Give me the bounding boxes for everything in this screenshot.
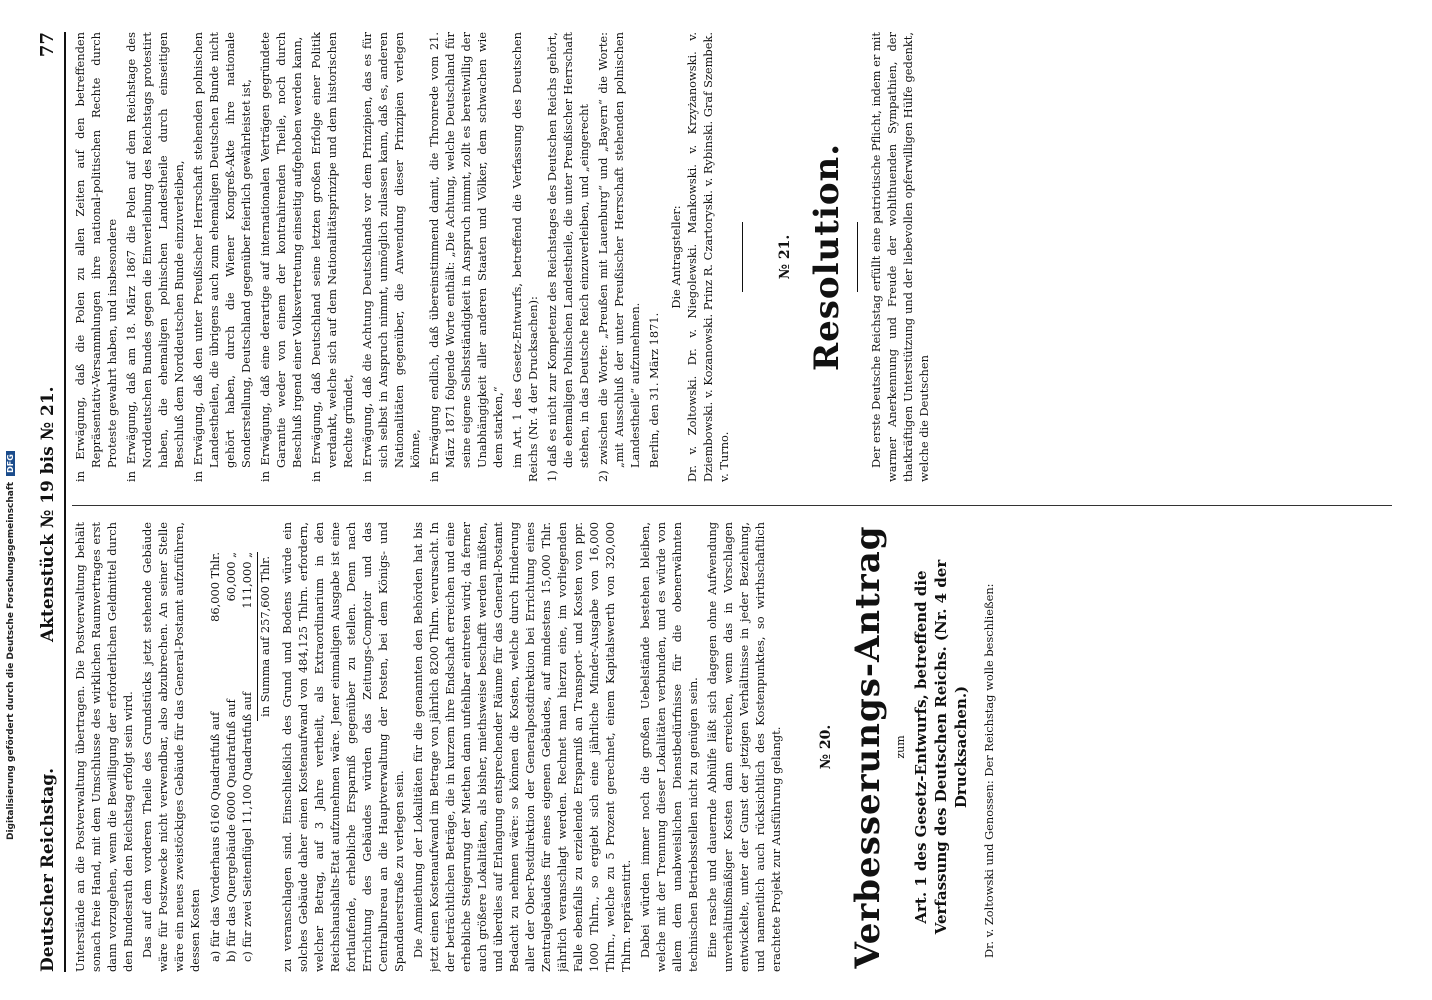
amendment-subtitle: Art. 1 des Gesetz-Entwurfs, betreffend die Verfassung des Deutschen Reichs. (Nr. 4 der Drucksachen.)	[912, 559, 970, 935]
amendment-motion: Dr. v. Zoltowski und Genossen: Der Reichstag wolle beschließen:	[982, 583, 996, 958]
paragraph: im Art. 1 des Gesetz-Entwurfs, betreffend die Verfassung des Deutschen Reichs (Nr. 4 der Drucksachen):	[510, 32, 540, 482]
cost-row	[207, 522, 223, 962]
consideration: in Erwägung, daß am 18. März 1867 die Polen auf dem Reichstage des Norddeutschen Bundes gegen die Einverleibung des Reichstags protestirt haben, die ehemaligen polnischen Landestheile durch einseitigen Beschluß dem Norddeutschen Bunde einzuverleiben,	[124, 32, 186, 482]
separator-rule	[742, 222, 743, 292]
resolution-item: 2) zwischen die Worte: „Preußen mit Lauenburg“ und „Bayern“ die Worte: „mit Ausschluß der unter Preußischer Herrschaft stehenden polnischen Landestheile“ aufzunehmen.	[596, 32, 642, 482]
digitization-credit	[6, 451, 16, 840]
right-column	[72, 32, 1402, 482]
paragraph: Die Anmiethung der Lokalitäten für die genannten den Behörden hat bis jetzt einen Kostenaufwand im Betrage von jährlich 8200 Thlrn. verursacht. In der beträchtlichen Beträge, die in kurzem ihre Endschaft erreichen und eine erhebliche Steigerung der Miethen dann unfehlbar eintreten wird; da ferner auch größere Lokalitäten, als bisher, miethsweise beschafft werden müßten, und überdies auf Erlangung entsprechender Räume für das General-Postamt Bedacht zu nehmen wäre: so können die Kosten, welche durch Hinderung aller der Ober-Postdirektion der Generalpostdirektion bei Errichtung eines Zentralgebäudes für eines eigenen Gebäudes, auf mindestens 15,000 Thlr. jährlich veranschlagt werden. Rechnet man hierzu eine, im vorliegenden Falle ebenfalls zu erzielende Ersparniß an Transport- und Kosten von ppr. 1000 Thlrn., so ergiebt sich eine jährliche Minder-Ausgabe von 16,000 Thlrn., welche zu 5 Prozent gerechnet, einem Kapitalswerth von 320,000 Thlrn. repräsentirt.	[411, 522, 633, 972]
resolution-number: № 21.	[777, 234, 793, 280]
paragraph: Unterstände an die Postverwaltung übertragen. Die Postverwaltung behält sonach freie Hand, mit dem Umschlusse des wirklichen Raumvertrages erst dann vorzugehen, wenn die Bewilligung der erforderlichen Geldmittel durch den Bundesrath den Reichstag erfolgt sein wird.	[73, 522, 135, 972]
cost-value: 111,000 „	[240, 552, 254, 609]
consideration: in Erwägung, daß den unter Preußischer Herrschaft stehenden polnischen Landestheilen, die übrigens auch zum ehemaligen Deutschen Bunde nicht gehört haben, durch die Wiener Kongreß-Akte ihre nationale Sonderstellung, Deutschland gegenüber feierlich gewährleistet ist,	[191, 32, 253, 482]
left-column	[72, 522, 1402, 972]
credit-text: Digitalisierung gefördert durch die Deutsche Forschungsgemeinschaft	[6, 481, 16, 840]
cost-row	[239, 522, 255, 962]
amendment-title: Verbesserungs-Antrag	[848, 525, 888, 969]
signers-heading: Die Antragsteller:	[669, 205, 683, 309]
paragraph: zu veranschlagen sind. Einschließlich des Grund und Bodens würde ein solches Gebäude daher einen Kostenaufwand von 484,125 Thlrn. erfordern, welcher Betrag, auf 3 Jahre vertheilt, als Extraordinarium in den Reichshaushalts-Etat aufzunehmen wäre. Jener einmaligen Ausgabe ist eine fortlaufende, erhebliche Ersparniß gegenüber zu stellen. Denn nach Errichtung des Gebäudes würden das Zeitungs-Comptoir und das Centralbureau an die Hauptverwaltung der Posten, bei dem Königs- und Spandauerstraße zu verlegen sein.	[280, 522, 406, 972]
cost-row	[223, 522, 239, 962]
paragraph: Dabei würden immer noch die großen Uebelstände bestehen bleiben, welche mit der Trennung dieser Lokalitäten verbunden, und es würde von allem dem unabweislichen Dienstbedürfnisse für die obenerwähnten technischen Betriebsstellen nicht zu genügen sein.	[638, 522, 700, 972]
consideration: in Erwägung, daß eine derartige auf internationalen Verträgen gegründete Garantie weder von einem der kontrahirenden Theile, noch durch Beschluß irgend einer Volksvertretung einseitig aufgehoben werden kann,	[258, 32, 304, 482]
page-number: 77	[37, 32, 58, 58]
cost-label: c) für zwei Seitenflügel 11,100 Quadratfuß auf	[240, 691, 254, 962]
resolution-title: Resolution.	[807, 142, 847, 372]
cost-label: a) für das Vorderhaus 6160 Quadratfuß auf	[208, 711, 222, 962]
resolution-text: Der erste Deutsche Reichstag erfüllt eine patriotische Pflicht, indem er mit warmer Anerkennung und Freude der wohlthuenden Sympathien, der thatkräftigen Unterstützung und der liebevollen opferwilligen Hülfe gedenkt, welche die Deutschen	[869, 32, 931, 482]
cost-value: 60,000 „	[224, 552, 238, 602]
consideration: in Erwägung endlich, daß übereinstimmend damit, die Thronrede vom 21. März 1871 folgende Worte enthält: „Die Achtung, welche Deutschland für seine eigene Selbstständigkeit in Anspruch nimmt, zollt es bereitwillig der Unabhängigkeit aller anderen Staaten und Völker, dem schwachen wie dem starken,“	[427, 32, 505, 482]
consideration: in Erwägung, daß Deutschland seine letzten großen Erfolge einer Politik verdankt, welche sich auf dem Nationalitätsprinzipe und dem historischen Rechte gründet,	[309, 32, 355, 482]
header-document-range: Aktenstück № 19 bis № 21.	[38, 386, 58, 642]
dfg-logo: DFG	[6, 451, 15, 476]
consideration: in Erwägung, daß die Polen zu allen Zeiten auf den betreffenden Repräsentativ-Versammlungen ihre national-politischen Rechte durch Proteste gewahrt haben, und insbesondere	[73, 32, 119, 482]
place-date: Berlin, den 31. März 1871.	[647, 312, 661, 468]
signers-block	[668, 32, 732, 482]
page-header	[30, 32, 66, 972]
consideration: in Erwägung, daß die Achtung Deutschlands vor dem Prinzipien, das es für sich selbst in Anspruch nimmt, unmöglich zulassen kann, daß es, anderen Nationalitäten gegenüber, die Anwendung dieser Prinzipien verlegen könne,	[360, 32, 422, 482]
paragraph: Das auf dem vorderen Theile des Grundstücks jetzt stehende Gebäude wäre für Postzwecke nicht verwendbar, also abzubrechen. An seiner Stelle wäre ein neues zweistöckiges Gebäude für das General-Postamt aufzuführen, dessen Kosten	[140, 522, 202, 972]
paragraph: Eine rasche und dauernde Abhülfe läßt sich dagegen ohne Aufwendung unverhältnißmäßiger Kosten dann erreichen, wenn das in Vorschlagen entwickelte, unter der Gunst der jetzigen Verhältnisse in jeder Beziehung, und namentlich auch rücksichtlich des Kostenpunktes, so wirthschaftlich erachtete Projekt zur Ausführung gelangt.	[705, 522, 783, 972]
cost-value: 86,000 Thlr.	[208, 552, 222, 622]
header-publication: Deutscher Reichstag.	[38, 767, 58, 972]
amendment-number: № 20.	[818, 724, 834, 770]
cost-label: b) für das Quergebäude 6000 Quadratfuß auf	[224, 699, 238, 962]
column-divider	[72, 505, 1392, 506]
amendment-zum: zum	[894, 735, 907, 759]
resolution-item: 1) daß es nicht zur Kompetenz des Reichstages des Deutschen Reichs gehört, die ehemaligen Polnischen Landestheile, die unter Preußischer Herrschaft stehen, in das Deutsche Reich einzuverleiben, und „eingerecht	[545, 32, 591, 482]
signers-list: Dr. v. Zoltowski. Dr. v. Niegolewski. Mankowski. v. Krzyżanowski. v. Dziembowski. v. Kozanowski. Prinz R. Czartoryski. v. Rybinski. Graf Szembek. v. Turno.	[685, 32, 731, 482]
cost-total: in Summa auf 257,600 Thlr.	[257, 522, 273, 962]
cost-list	[207, 522, 273, 962]
separator-rule	[857, 222, 858, 292]
